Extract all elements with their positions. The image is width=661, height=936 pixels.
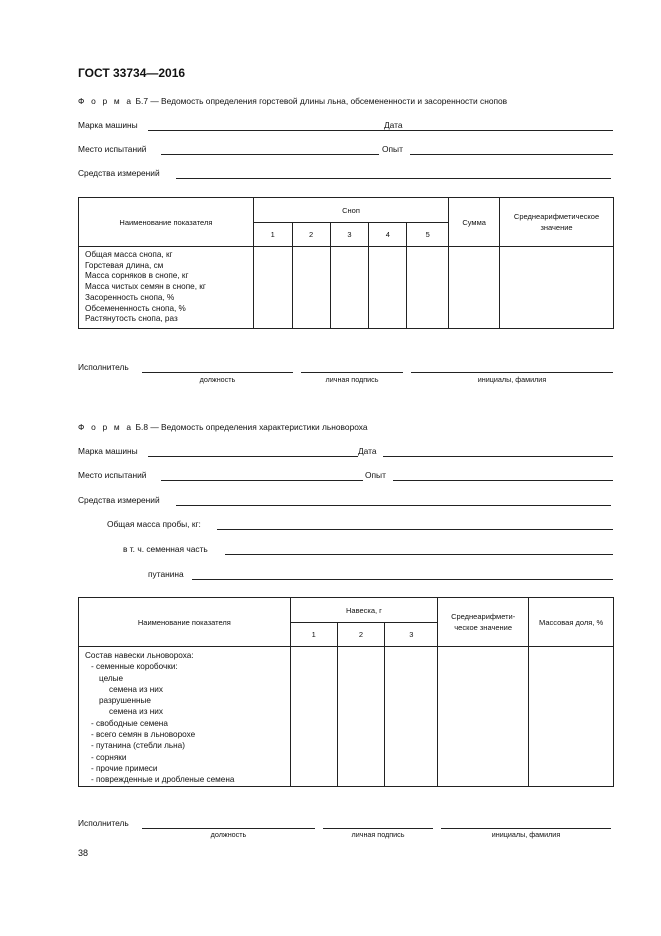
- form-b7-title: [78, 96, 507, 106]
- experiment-input-line[interactable]: [393, 470, 613, 481]
- table-cell[interactable]: [385, 647, 438, 787]
- signature-input-line[interactable]: [301, 362, 403, 373]
- executor-label: Исполнитель: [78, 362, 129, 372]
- position-input-line[interactable]: [142, 818, 315, 829]
- machine-label: Марка машины: [78, 446, 138, 456]
- total-mass-row: [107, 519, 613, 531]
- form-b8-title-text: Б.8 — Ведомость определения характеристики льновороха: [135, 422, 368, 432]
- col-header-sheaf: Сноп: [253, 198, 448, 223]
- date-label: Дата: [358, 446, 377, 456]
- place-input-line[interactable]: [161, 470, 363, 481]
- instruments-input-line[interactable]: [176, 495, 611, 506]
- total-mass-input-line[interactable]: [217, 519, 613, 530]
- form-b7-place-row: [78, 144, 613, 156]
- col-header-mean: Среднеарифмети-ческое значение: [438, 598, 529, 647]
- form-b7-table: [78, 197, 614, 329]
- executor-label: Исполнитель: [78, 818, 129, 828]
- table-cell[interactable]: [337, 647, 385, 787]
- table-cell[interactable]: [500, 247, 614, 329]
- form-b8-table: [78, 597, 614, 787]
- instruments-label: Средства измерений: [78, 495, 160, 505]
- form-b8-place-row: [78, 470, 613, 482]
- seed-part-row: [123, 544, 613, 556]
- form-b8-instruments-row: [78, 495, 613, 507]
- position-caption: должность: [210, 830, 247, 839]
- table-cell[interactable]: [438, 647, 529, 787]
- name-input-line[interactable]: [411, 362, 613, 373]
- machine-label: Марка машины: [78, 120, 138, 130]
- experiment-label: Опыт: [382, 144, 403, 154]
- list-item: Масса чистых семян в снопе, кг: [85, 282, 206, 292]
- list-item: семена из них: [109, 707, 163, 717]
- list-item: - всего семян в льноворохе: [91, 730, 196, 740]
- sheaf-number: 3: [330, 223, 369, 247]
- table-cell[interactable]: [369, 247, 407, 329]
- name-caption: инициалы, фамилия: [477, 375, 547, 384]
- list-item: - поврежденные и дробленые семена: [91, 775, 235, 785]
- signature-input-line[interactable]: [323, 818, 433, 829]
- sheaf-number: 1: [253, 223, 292, 247]
- sample-number: 2: [337, 623, 385, 647]
- col-header-sample: Навеска, г: [290, 598, 437, 623]
- list-item: Масса сорняков в снопе, кг: [85, 271, 189, 281]
- list-item: разрушенные: [99, 696, 151, 706]
- place-input-line[interactable]: [161, 144, 379, 155]
- sample-number: 1: [290, 623, 337, 647]
- sheaf-number: 5: [407, 223, 449, 247]
- table-cell[interactable]: [253, 247, 292, 329]
- form-b8-executor-row: [78, 818, 613, 830]
- form-b7-executor-row: [78, 362, 613, 374]
- date-input-line[interactable]: [383, 446, 613, 457]
- position-input-line[interactable]: [142, 362, 293, 373]
- list-item: целые: [99, 673, 124, 683]
- place-label: Место испытаний: [78, 144, 147, 154]
- experiment-label: Опыт: [365, 470, 386, 480]
- col-header-sum: Сумма: [449, 198, 500, 247]
- instruments-input-line[interactable]: [176, 168, 611, 179]
- total-mass-label: Общая масса пробы, кг:: [107, 519, 201, 529]
- form-b7-title-prefix: Ф о р м а: [78, 96, 134, 106]
- table-cell[interactable]: [330, 247, 369, 329]
- list-item: - путанина (стебли льна): [91, 741, 185, 751]
- col-header-mean: Среднеарифметическое значение: [500, 198, 614, 247]
- list-item: Состав навески льновороха:: [85, 651, 194, 660]
- form-b8-machine-row: [78, 446, 613, 458]
- list-item: - семенные коробочки:: [91, 662, 178, 672]
- table-cell[interactable]: [290, 647, 337, 787]
- tangle-label: путанина: [148, 569, 184, 579]
- col-header-mass-share: Массовая доля, %: [529, 598, 614, 647]
- col-header-indicator: Наименование показателя: [79, 198, 254, 247]
- table-cell[interactable]: [292, 247, 330, 329]
- composition-list: [79, 647, 291, 787]
- signature-caption: личная подпись: [351, 830, 405, 839]
- table-cell[interactable]: [407, 247, 449, 329]
- page-number: 38: [78, 848, 89, 858]
- list-item: Горстевая длина, см: [85, 260, 164, 270]
- instruments-label: Средства измерений: [78, 168, 160, 178]
- form-b8-title: [78, 422, 368, 432]
- list-item: - прочие примеси: [91, 763, 158, 773]
- position-caption: должность: [199, 375, 236, 384]
- machine-input-line[interactable]: [148, 446, 358, 457]
- form-b7-machine-row: [78, 120, 613, 132]
- sample-number: 3: [385, 623, 438, 647]
- col-header-indicator: Наименование показателя: [79, 598, 291, 647]
- list-item: Общая масса снопа, кг: [85, 250, 173, 259]
- place-label: Место испытаний: [78, 470, 147, 480]
- list-item: Растянутость снопа, раз: [85, 314, 178, 324]
- name-input-line[interactable]: [441, 818, 611, 829]
- seed-part-input-line[interactable]: [225, 544, 613, 555]
- experiment-input-line[interactable]: [410, 144, 613, 155]
- seed-part-label: в т. ч. семенная часть: [123, 544, 208, 554]
- signature-caption: личная подпись: [325, 375, 379, 384]
- list-item: - свободные семена: [91, 718, 168, 728]
- date-input-line[interactable]: [410, 120, 613, 131]
- date-label: Дата: [384, 120, 403, 130]
- indicator-list: [79, 247, 254, 329]
- table-cell[interactable]: [529, 647, 614, 787]
- form-b7-instruments-row: [78, 168, 613, 180]
- sheaf-number: 4: [369, 223, 407, 247]
- list-item: Засоренность снопа, %: [85, 292, 175, 302]
- form-b8-title-prefix: Ф о р м а: [78, 422, 134, 432]
- list-item: - сорняки: [91, 752, 127, 762]
- tangle-row: [148, 569, 613, 581]
- table-cell[interactable]: [449, 247, 500, 329]
- name-caption: инициалы, фамилия: [491, 830, 561, 839]
- sheaf-number: 2: [292, 223, 330, 247]
- tangle-input-line[interactable]: [192, 569, 613, 580]
- list-item: Обсемененность снопа, %: [85, 303, 186, 313]
- form-b7-title-text: Б.7 — Ведомость определения горстевой длины льна, обсемененности и засоренности снопов: [135, 96, 508, 106]
- document-header: ГОСТ 33734—2016: [78, 66, 186, 80]
- list-item: семена из них: [109, 684, 163, 694]
